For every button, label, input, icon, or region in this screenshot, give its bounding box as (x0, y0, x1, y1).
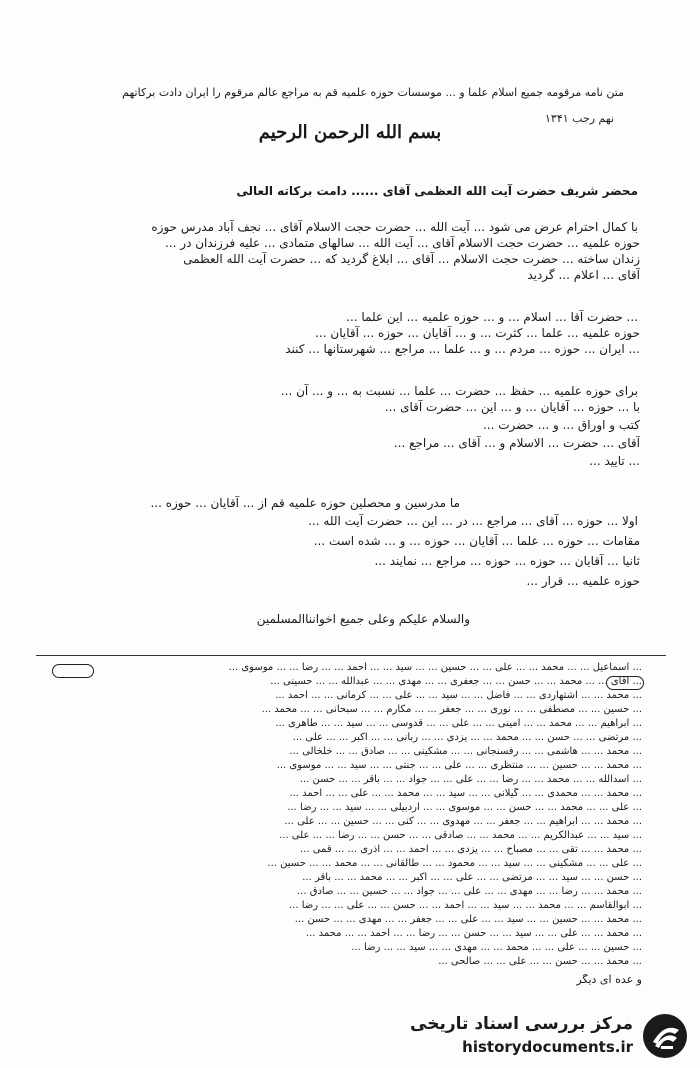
document-date: نهم رجب ۱۳۴۱ (545, 112, 614, 125)
paragraph-line: حوزه علمیه ... حضرت حجت الاسلام آقای ... آیت الله ... سالهای متمادی ... علیه فرزندان در ... (165, 236, 640, 250)
circled-name-mark (52, 664, 94, 678)
circled-name-mark (606, 676, 644, 690)
archive-logo-icon (641, 1012, 689, 1060)
paragraph-line: ثانیا ... آقایان ... حوزه ... حوزه ... مراجع ... نمایند ... (374, 554, 640, 568)
divider-line (36, 655, 666, 656)
signature-line: ... محمد ... ... علی ... ... سید ... ... حسن ... ... رضا ... ... احمد ... ... محمد ... (305, 928, 642, 939)
signature-line: ... آقای ... ... محمد ... ... حسن ... ... جعفری ... ... مهدی ... ... عبدالله ... ... حسینی ... (270, 676, 642, 687)
paragraph-line: حوزه علمیه ... قرار ... (526, 574, 640, 588)
paragraph-line: آقای ... حضرت ... الاسلام و ... آقای ... مراجع ... (393, 436, 640, 450)
signature-line: ... محمد ... ... محمدی ... ... گیلانی ... ... سید ... ... محمد ... ... علی ... ... احمد ... (289, 788, 642, 799)
paragraph-line: ... تایید ... (589, 454, 640, 468)
paragraph-line: کتب و اوراق ... و ... حضرت ... (482, 418, 640, 432)
signature-line: ... حسین ... ... علی ... ... محمد ... ... مهدی ... ... سید ... ... رضا ... (351, 942, 642, 953)
paragraph-line: اولا ... حوزه ... آقای ... مراجع ... در ... این ... حضرت آیت الله ... (308, 514, 638, 528)
basmala: بسم الله الرحمن الرحیم (258, 122, 442, 143)
signature-line: ... علی ... ... محمد ... ... حسن ... ... موسوی ... ... اردبیلی ... ... سید ... ... رضا ... (287, 802, 642, 813)
signature-line: ... حسین ... ... مصطفی ... ... نوری ... ... جعفر ... ... مکارم ... ... سبحانی ... ... محمد ... (261, 704, 642, 715)
paragraph-line: ... ایران ... حوزه ... مردم ... و ... علما ... مراجع ... شهرستانها ... کنند (285, 342, 640, 356)
paragraph-line: زندان ساخته ... حضرت حجت الاسلام ... آقای ... ابلاغ گردید که ... حضرت آیت الله العظمی (183, 252, 640, 266)
closing-line: والسلام علیکم وعلی جمیع اخوانناالمسلمین (256, 612, 470, 626)
signature-line: ... محمد ... ... تقی ... ... مصباح ... ... یزدی ... ... احمد ... ... آذری ... ... قمی ... (299, 844, 642, 855)
signature-line: ... مرتضی ... ... حسن ... ... محمد ... ... یزدی ... ... ربانی ... ... اکبر ... ... علی ... (292, 732, 642, 743)
header-line: متن نامه مرقومه جمیع اسلام علما و ... موسسات حوزه علمیه قم به مراجع عالم مرقوم را ایران دادت برکاتهم (122, 86, 624, 99)
signature-line: ... محمد ... ... هاشمی ... ... رفسنجانی ... ... مشکینی ... ... صادق ... ... خلخالی ... (289, 746, 642, 757)
signature-line: ... محمد ... ... اشتهاردی ... ... فاضل ... ... سید ... ... علی ... ... کرمانی ... ... احمد ... (275, 690, 642, 701)
paragraph-line: برای حوزه علمیه ... حفظ ... حضرت ... علما ... نسبت به ... و ... آن ... (280, 384, 638, 398)
signature-line: ... محمد ... ... حسین ... ... منتظری ... ... علی ... ... جنتی ... ... سید ... ... موسوی ... (276, 760, 642, 771)
paragraph-line: ... حضرت آقا ... اسلام ... و ... حوزه علمیه ... این علما ... (346, 310, 638, 324)
signature-line: ... سید ... ... عبدالکریم ... ... محمد ... ... صادقی ... ... حسن ... ... رضا ... ... علی ... (279, 830, 642, 841)
watermark-url: historydocuments.ir (462, 1038, 633, 1056)
watermark-title: مرکز بررسی اسناد تاریخی (410, 1014, 633, 1034)
signature-line: ... محمد ... ... حسن ... ... علی ... ... صالحی ... (438, 956, 642, 967)
signature-line: ... حسن ... ... سید ... ... مرتضی ... ... علی ... ... اکبر ... ... محمد ... ... باقر ... (302, 872, 642, 883)
paragraph-line: با ... حوزه ... آقایان ... و ... این ... حضرت آقای ... (384, 400, 640, 414)
signature-line: ... علی ... ... مشکینی ... ... سید ... ... محمود ... ... طالقانی ... ... محمد ... ... حسین ... (267, 858, 642, 869)
signature-line: ... محمد ... ... حسین ... ... سید ... ... علی ... ... جعفر ... ... مهدی ... ... حسن ... (294, 914, 642, 925)
paragraph-line: با کمال احترام عرض می شود ... آیت الله ... حضرت حجت الاسلام آقای ... نجف آباد مدرس حوزه (151, 220, 638, 234)
paragraph-line: مقامات ... حوزه ... علما ... آقایان ... حوزه ... و ... شده است ... (313, 534, 640, 548)
paragraph-line: ما مدرسین و محصلین حوزه علمیه قم از ... آقایان ... حوزه ... (150, 496, 460, 510)
paragraph-line: حوزه علمیه ... علما ... کثرت ... و ... آقایان ... حوزه ... آقایان ... (315, 326, 640, 340)
signature-line: ... ابوالقاسم ... ... محمد ... ... سید ... ... احمد ... ... حسن ... ... علی ... ... رضا ... (289, 900, 642, 911)
signature-line: ... ابراهیم ... ... محمد ... ... امینی ... ... علی ... ... قدوسی ... ... سید ... ... طاهری ... (275, 718, 642, 729)
signature-line: و عده ای دیگر (576, 974, 642, 986)
signature-line: ... اسماعیل ... ... محمد ... ... علی ... ... حسین ... ... سید ... ... احمد ... ... رضا ... ... موسوی ... (228, 662, 642, 673)
address-line: محضر شریف حضرت آیت الله العظمی آقای ...... دامت برکاته العالی (236, 184, 638, 198)
signature-line: ... محمد ... ... رضا ... ... مهدی ... ... علی ... ... جواد ... ... حسین ... ... صادق ... (296, 886, 642, 897)
watermark (405, 1008, 695, 1064)
signature-line: ... اسدالله ... ... محمد ... ... رضا ... ... علی ... ... جواد ... ... باقر ... ... حسن ... (299, 774, 642, 785)
paragraph-line: آقای ... اعلام ... گردید (527, 268, 640, 282)
signature-line: ... محمد ... ... ابراهیم ... ... جعفر ... ... مهدوی ... ... کنی ... ... حسین ... ... علی ... (284, 816, 642, 827)
